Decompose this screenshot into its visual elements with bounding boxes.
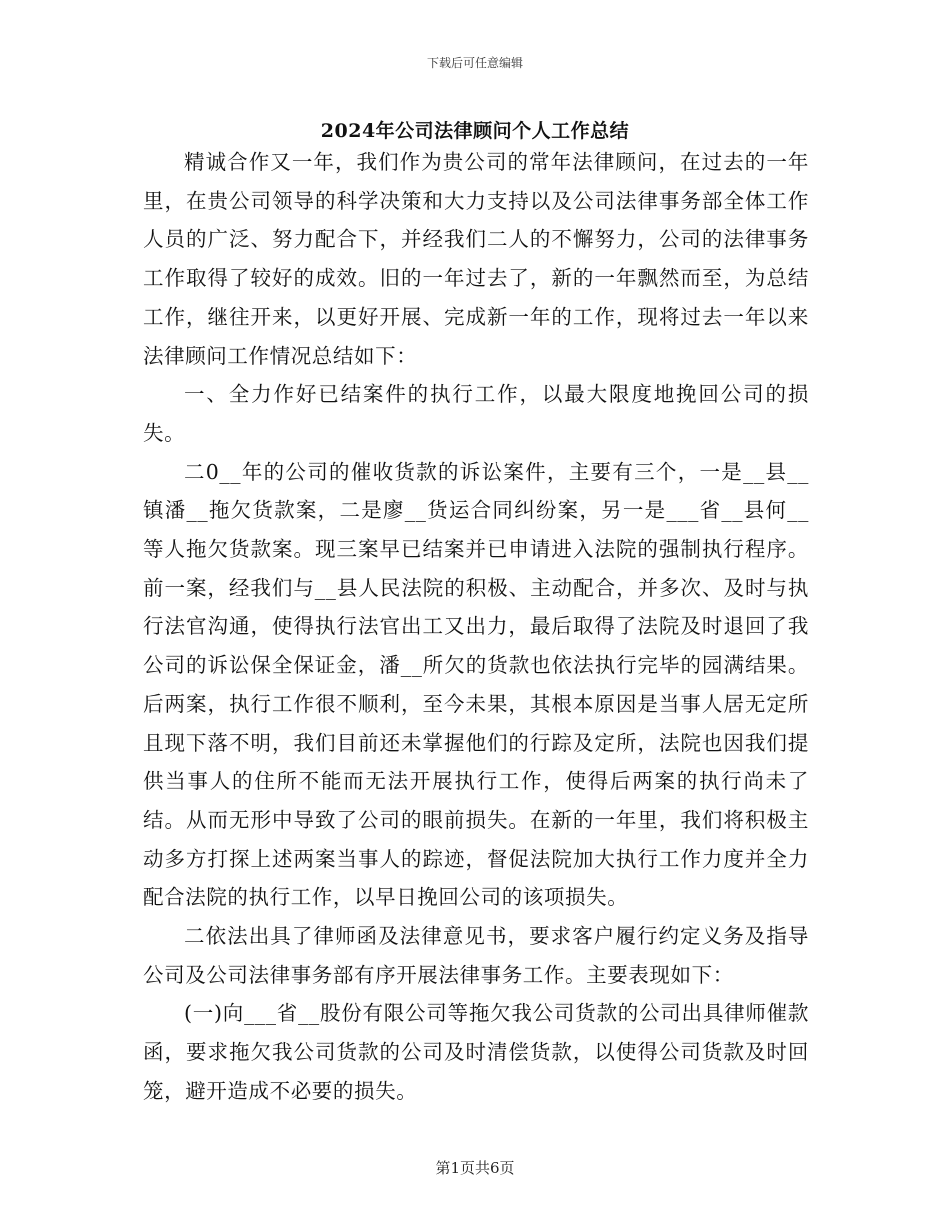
- page-header-note: 下载后可任意编辑: [426, 56, 523, 70]
- paragraph-section-one-heading: 一、全力作好已结案件的执行工作，以最大限度地挽回公司的损失。: [143, 382, 809, 445]
- page-number: 第1页共6页: [435, 1159, 515, 1177]
- paragraph-lawsuit-cases: 二0__年的公司的催收货款的诉讼案件，主要有三个，一是__县__镇潘__拖欠货款案，二是廖__货运合同纠纷案，另一是___省__县何__等人拖欠货款案。现三案早已结案并已申请进入法院的强制执行程序。前一案，经我们与__县人民法院的积极、主动配合，并多次、及时与执行法官沟通，使得执行法官出工又出力，最后取得了法院及时退回了我公司的诉讼保全保证金，潘__所欠的货款也依法执行完毕的园满结果。后两案，执行工作很不顺利，至今未果，其根本原因是当事人居无定所且现下落不明，我们目前还未掌握他们的行踪及定所，法院也因我们提供当事人的住所不能而无法开展执行工作，使得后两案的执行尚未了结。从而无形中导致了公司的眼前损失。在新的一年里，我们将积极主动多方打探上述两案当事人的踪迹，督促法院加大执行工作力度并全力配合法院的执行工作，以早日挽回公司的该项损失。: [143, 459, 809, 910]
- document-body: [143, 143, 809, 1111]
- paragraph-section-two-heading: 二依法出具了律师函及法律意见书，要求客户履行约定义务及指导公司及公司法律事务部有序开展法律事务工作。主要表现如下：: [143, 924, 809, 987]
- paragraph-item-one: (一)向___省__股份有限公司等拖欠我公司货款的公司出具律师催款函，要求拖欠我公司货款的公司及时清偿货款，以使得公司货款及时回笼，避开造成不必要的损失。: [143, 1001, 809, 1103]
- document-title: 2024年公司法律顾问个人工作总结: [320, 120, 630, 142]
- paragraph-intro: 精诚合作又一年，我们作为贵公司的常年法律顾问，在过去的一年里，在贵公司领导的科学决策和大力支持以及公司法律事务部全体工作人员的广泛、努力配合下，并经我们二人的不懈努力，公司的法律事务工作取得了较好的成效。旧的一年过去了，新的一年飘然而至，为总结工作，继往开来，以更好开展、完成新一年的工作，现将过去一年以来法律顾问工作情况总结如下：: [143, 150, 809, 368]
